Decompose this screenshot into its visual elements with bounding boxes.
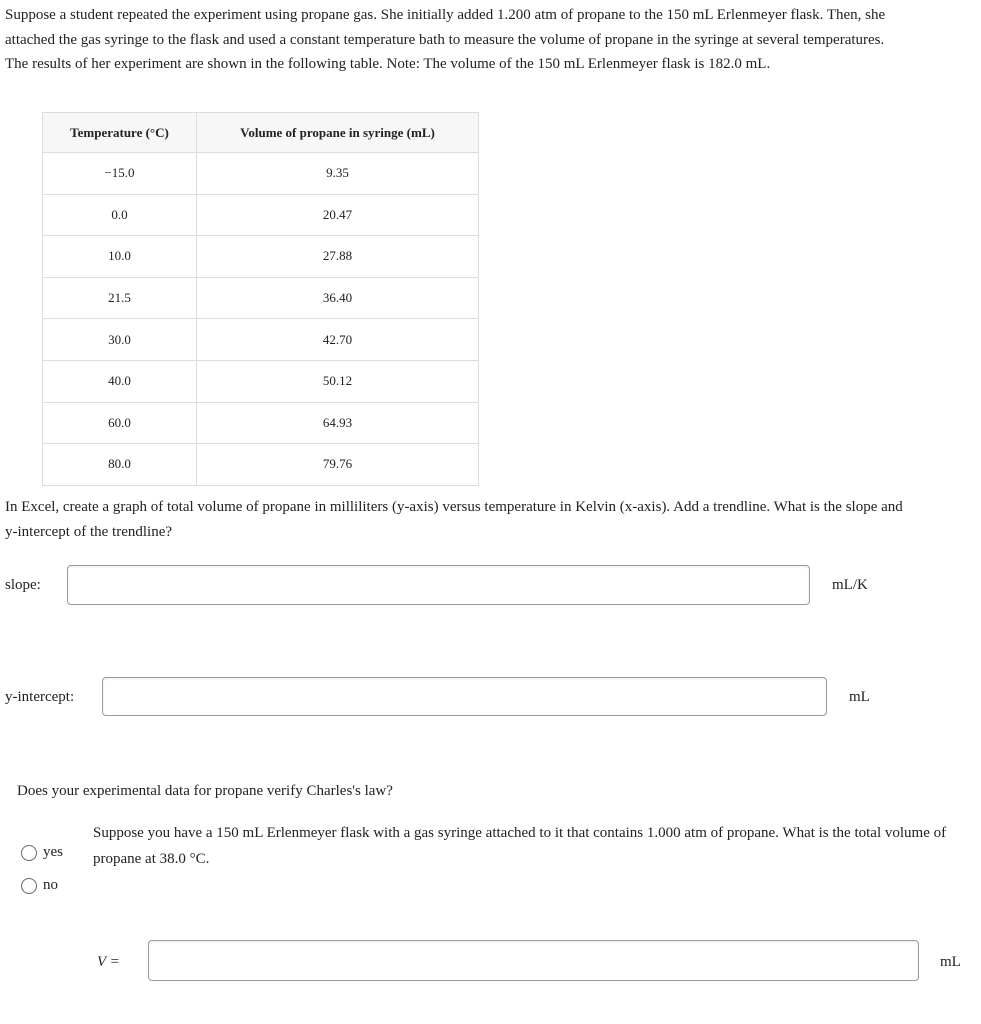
cell-volume: 20.47 (197, 194, 479, 236)
volume-input-box[interactable] (148, 940, 919, 981)
table-row (43, 194, 479, 236)
intercept-unit: mL (849, 689, 870, 705)
charles-question: Does your experimental data for propane verify Charles's law? (17, 783, 393, 799)
cell-temperature: 10.0 (43, 236, 197, 278)
table-row (43, 360, 479, 402)
volume-label: V = (97, 954, 120, 970)
volume-question: Suppose you have a 150 mL Erlenmeyer flask with a gas syringe attached to it that contains 1.000 atm of propane. What is the total volume of propane at 38.0 °C. (93, 825, 947, 867)
volume-unit: mL (940, 954, 961, 970)
cell-volume: 36.40 (197, 277, 479, 319)
cell-temperature: 0.0 (43, 194, 197, 236)
problem-intro: Suppose a student repeated the experiment using propane gas. She initially added 1.200 atm of propane to the 150 mL Erlenmeyer flask. Then, she attached the gas syringe to the flask and used a constant temperature bath to measure the volume of propane in the syringe at several temperatures. The results of her experiment are shown in the following table. Note: The volume of the 150 mL Erlenmeyer flask is 182.0 mL. (5, 7, 886, 72)
intercept-input[interactable] (103, 678, 826, 715)
volume-input[interactable] (149, 941, 918, 980)
table-row (43, 236, 479, 278)
data-table (42, 112, 479, 486)
cell-volume: 27.88 (197, 236, 479, 278)
cell-temperature: −15.0 (43, 153, 197, 195)
slope-input[interactable] (68, 566, 809, 604)
cell-volume: 79.76 (197, 444, 479, 486)
radio-yes[interactable] (21, 845, 37, 861)
option-no-label: no (43, 877, 58, 893)
cell-volume: 64.93 (197, 402, 479, 444)
cell-temperature: 60.0 (43, 402, 197, 444)
intercept-input-box[interactable] (102, 677, 827, 716)
radio-no[interactable] (21, 878, 37, 894)
cell-temperature: 40.0 (43, 360, 197, 402)
option-no[interactable] (21, 877, 58, 894)
option-yes[interactable] (21, 844, 63, 861)
slope-input-box[interactable] (67, 565, 810, 605)
table-row (43, 277, 479, 319)
header-temperature: Temperature (°C) (43, 113, 197, 153)
cell-volume: 42.70 (197, 319, 479, 361)
cell-temperature: 80.0 (43, 444, 197, 486)
option-yes-label: yes (43, 844, 63, 860)
header-volume: Volume of propane in syringe (mL) (197, 113, 479, 153)
table-row (43, 153, 479, 195)
slope-label: slope: (5, 577, 41, 593)
table-row (43, 402, 479, 444)
table-header-row (43, 113, 479, 153)
cell-temperature: 21.5 (43, 277, 197, 319)
table-row (43, 319, 479, 361)
intercept-label: y-intercept: (5, 689, 75, 705)
cell-volume: 9.35 (197, 153, 479, 195)
slope-unit: mL/K (832, 577, 868, 593)
cell-temperature: 30.0 (43, 319, 197, 361)
trendline-prompt: In Excel, create a graph of total volume of propane in milliliters (y-axis) versus temperature in Kelvin (x-axis). Add a trendline. What is the slope and y-intercept of the trendline? (5, 499, 903, 540)
cell-volume: 50.12 (197, 360, 479, 402)
table-row (43, 444, 479, 486)
